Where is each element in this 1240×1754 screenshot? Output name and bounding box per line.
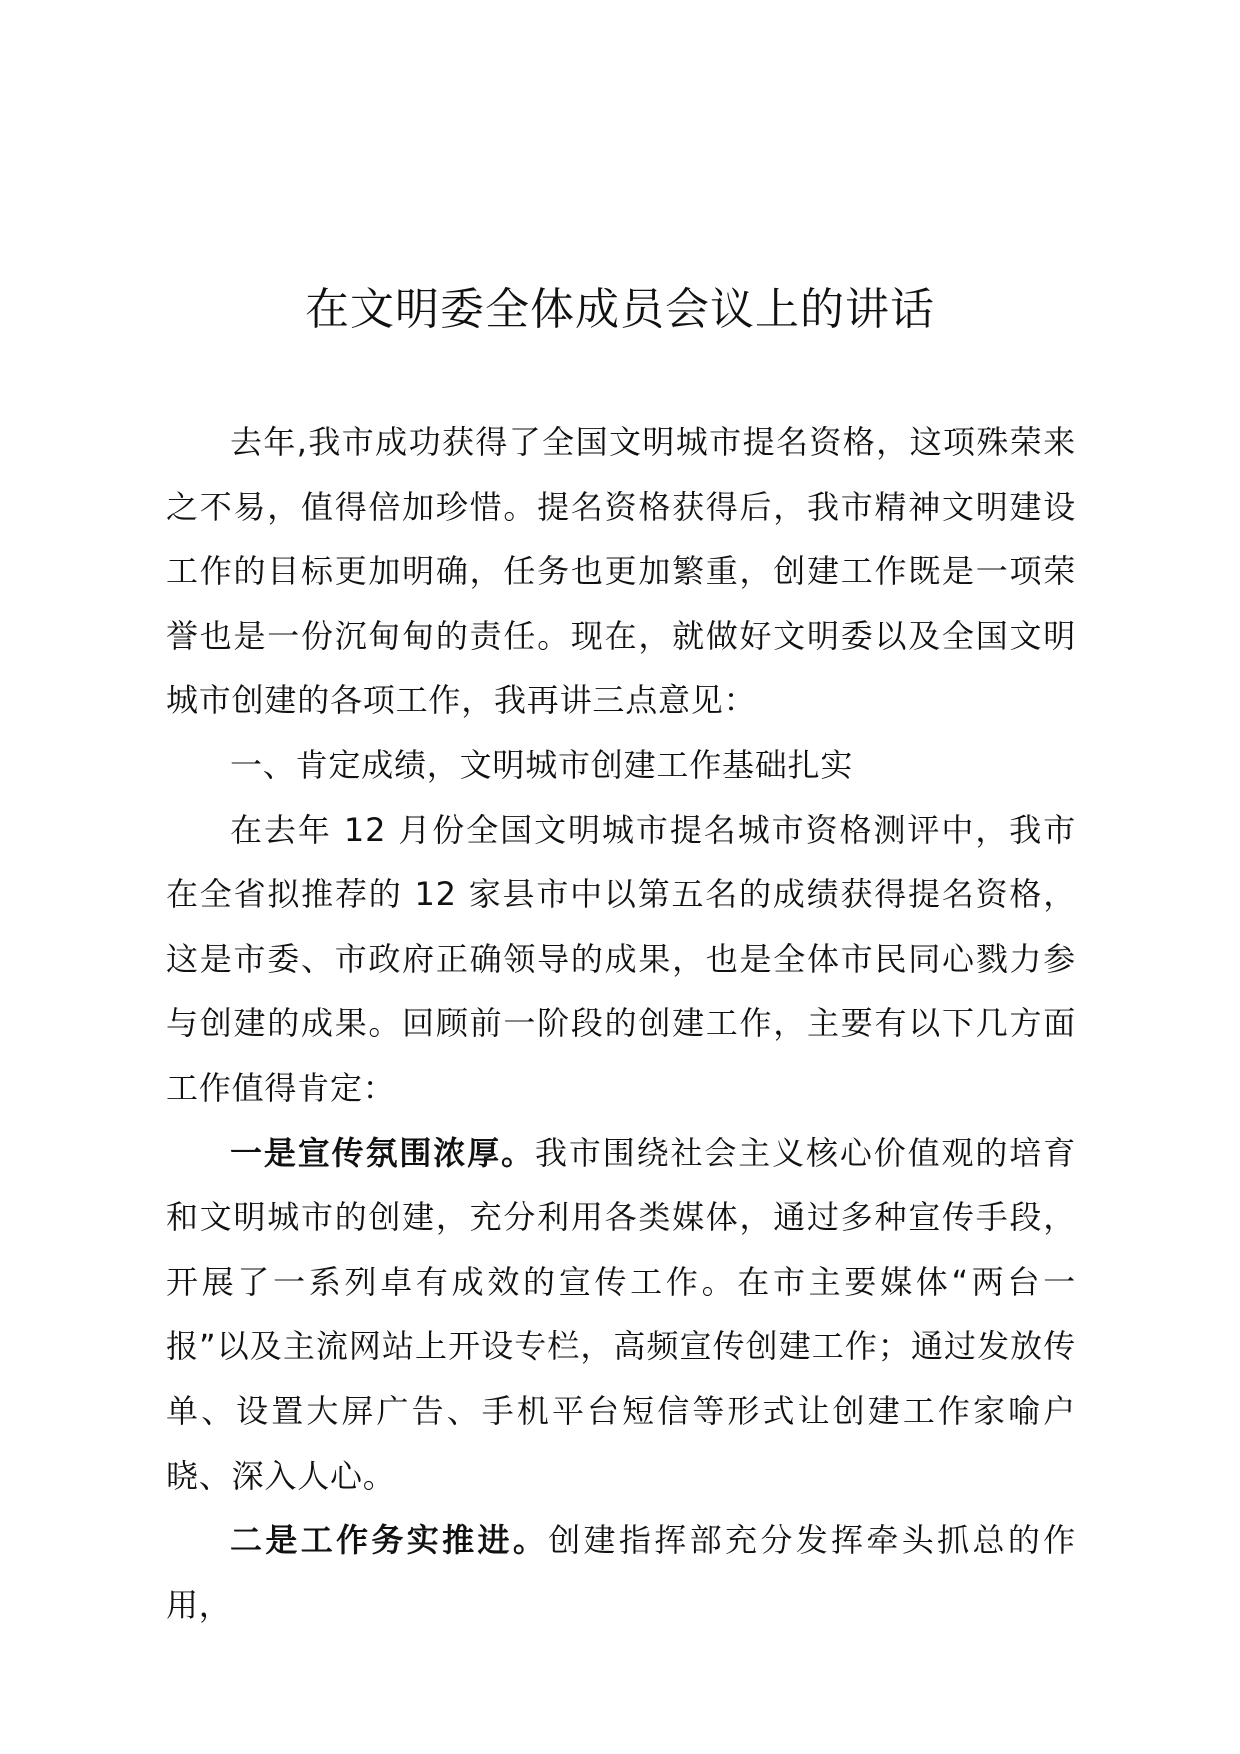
section-heading-text: 一、肯定成绩，文明城市创建工作基础扎实 xyxy=(230,745,854,784)
point-two-lead: 二是工作务实推进。 xyxy=(230,1521,549,1560)
section-heading xyxy=(166,733,1076,798)
point-one-lead: 一是宣传氛围浓厚。 xyxy=(230,1133,535,1172)
point-two-paragraph xyxy=(166,1508,1076,1637)
point-one-text: 我市围绕社会主义核心价值观的培育和文明城市的创建，充分利用各类媒体，通过多种宣传手段，开展了一系列卓有成效的宣传工作。在市主要媒体“两台一报”以及主流网站上开设专栏，高频宣传创建工作；通过发放传单、设置大屏广告、手机平台短信等形式让创建工作家喻户晓、深入人心。 xyxy=(166,1133,1076,1495)
point-two-text: 创建指挥部充分发挥牵头抓总的作用， xyxy=(166,1521,1076,1624)
document-body xyxy=(166,410,1076,1637)
document-title: 在文明委全体成员会议上的讲话 xyxy=(305,284,935,335)
achievement-paragraph-text: 在去年 12 月份全国文明城市提名城市资格测评中，我市在全省拟推荐的 12 家县市中以第五名的成绩获得提名资格，这是市委、市政府正确领导的成果，也是全体市民同心戮力参与创建的成果。回顾前一阶段的创建工作，主要有以下几方面工作值得肯定： xyxy=(166,810,1076,1107)
achievement-paragraph xyxy=(166,798,1076,1121)
intro-paragraph-text: 去年,我市成功获得了全国文明城市提名资格，这项殊荣来之不易，值得倍加珍惜。提名资格获得后，我市精神文明建设工作的目标更加明确，任务也更加繁重，创建工作既是一项荣誉也是一份沉甸甸的责任。现在，就做好文明委以及全国文明城市创建的各项工作，我再讲三点意见： xyxy=(166,423,1076,720)
intro-paragraph xyxy=(166,410,1076,733)
point-one-paragraph xyxy=(166,1121,1076,1509)
